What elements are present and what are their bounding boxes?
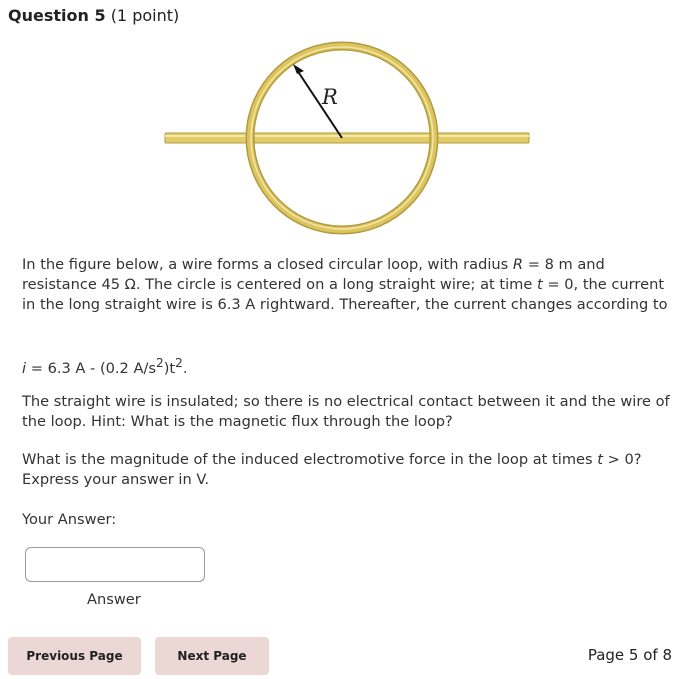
answer-field-label: Answer [87,591,141,608]
problem-paragraph-1: In the figure below, a wire forms a closed circular loop, with radius R = 8 m and resistance 45 Ω. The circle is centered on a long straight wire; at time t = 0, the current in the long straight wire is 6.3 A rightward. Thereafter, the current changes according to [22,256,668,313]
straight-wire [165,133,529,143]
previous-page-button[interactable]: Previous Page [8,637,141,675]
problem-paragraph-2: The straight wire is insulated; so there is no electrical contact between it and the wire of the loop. Hint: What is the magnetic flux through the loop? [22,393,670,430]
current-equation: i = 6.3 A - (0.2 $A/s^2)t^2$. [22,356,188,377]
answer-input[interactable] [25,547,205,582]
your-answer-label: Your Answer: [22,511,117,528]
question-points: (1 point) [110,6,180,25]
next-page-button[interactable]: Next Page [155,637,269,675]
question-title: Question 5 [8,6,106,25]
page-indicator: Page 5 of 8 [587,646,672,664]
radius-label: R [322,85,338,109]
loop-wire-figure [0,0,680,240]
problem-question: What is the magnitude of the induced electromotive force in the loop at times t > 0? Express your answer in V. [22,451,642,488]
